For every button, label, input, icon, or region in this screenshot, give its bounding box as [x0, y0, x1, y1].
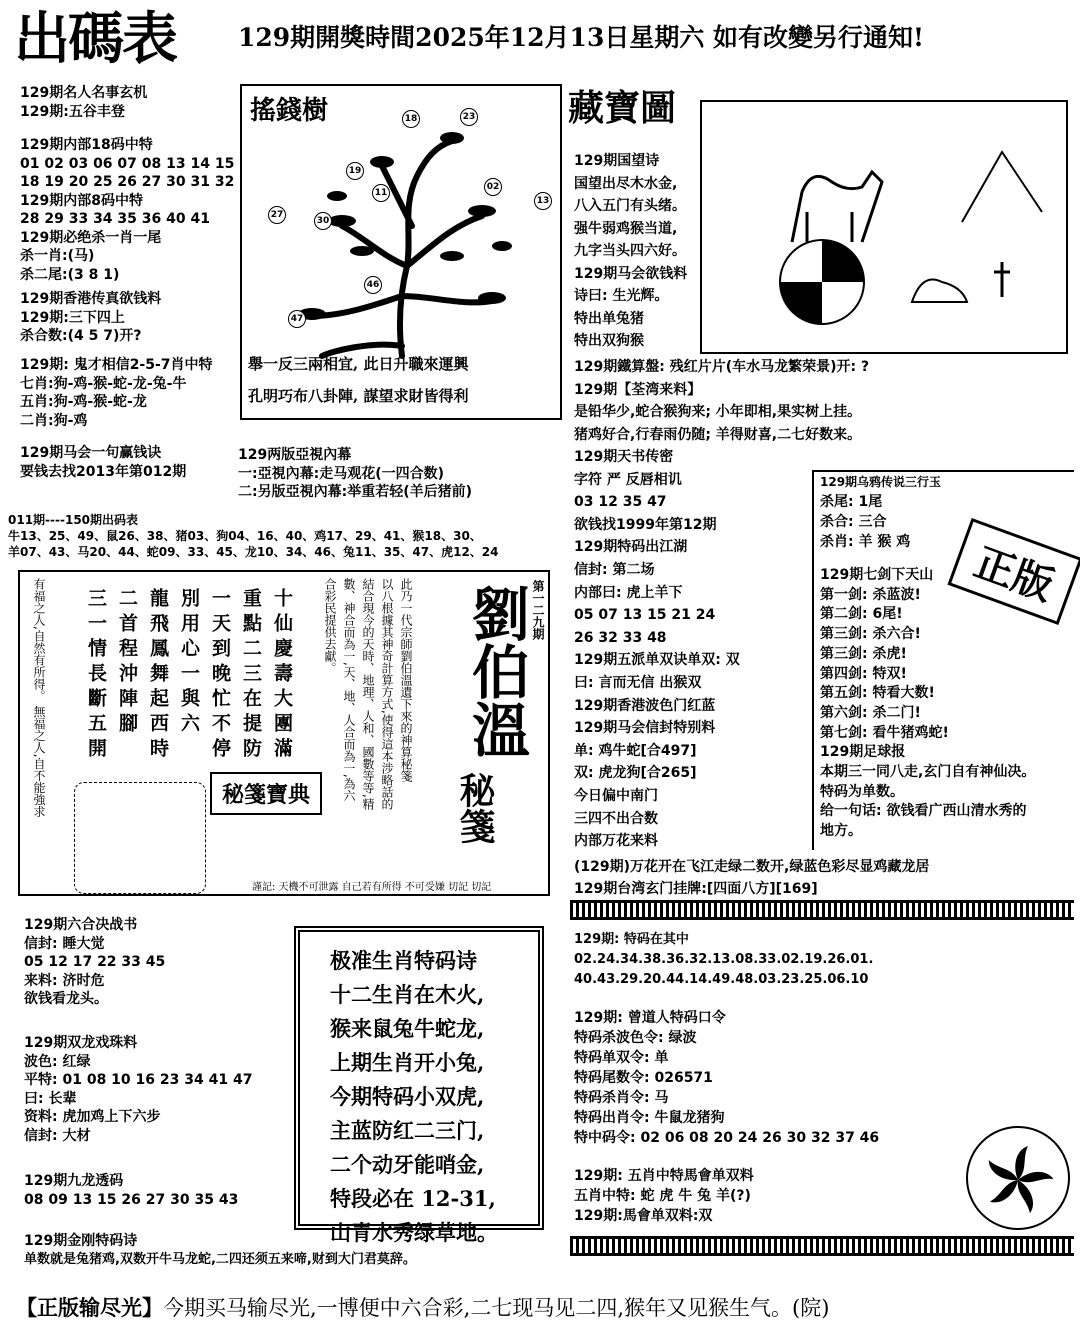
text-line: 要钱去找2013年第012期: [20, 463, 187, 480]
draw-notice: 129期開獎時間2025年12月13日星期六 如有改變另行通知!: [238, 23, 925, 52]
guowang-block: [574, 150, 687, 353]
text-line: 国望出尽木水金,: [574, 175, 678, 192]
text-line: 特码杀肖令: 马: [574, 1090, 669, 1106]
text-line: 特码单双令: 单: [574, 1050, 669, 1066]
number-tag: 30: [314, 212, 332, 230]
text-line: 特码为单数。: [820, 783, 904, 800]
text-line: 双: 虎龙狗[合265]: [574, 765, 697, 782]
left-vertical-text: [28, 578, 50, 878]
text-line: 猪鸡好合,行春雨仍随; 羊得财喜,二七好数来。: [574, 426, 862, 443]
zodiac-poem-box: [294, 926, 544, 1245]
text-line: 02.24.34.38.36.32.13.08.33.02.19.26.01.: [574, 952, 874, 967]
text-line: 129期台湾玄门挂牌:[四面八方][169]: [574, 881, 818, 897]
text-line: 今日偏中南门: [574, 787, 658, 804]
text-line: 129期乌鸦传说三行玉: [820, 475, 942, 489]
text-line: 129期内部18码中特: [20, 137, 153, 153]
text-line: 给一句话: 欲钱看广西山清水秀的: [820, 803, 1027, 820]
text-line: 129期金刚特码诗: [24, 1233, 138, 1249]
text-line: 第三剑: 杀六合!: [820, 626, 921, 643]
tianshu-block: [574, 446, 740, 853]
text-col: 有福之人,自然有所得。: [32, 578, 46, 702]
story-columns: [320, 578, 415, 810]
number-tag: 46: [364, 276, 382, 294]
text-line: 05 07 13 15 21 24: [574, 607, 716, 624]
table-row: 牛13、25、49、鼠26、38、猪03、狗04、16、40、鸡17、29、41、猴18、30、: [8, 529, 482, 543]
shuanglong-block: [24, 1034, 252, 1145]
poem-line: 二个动牙能哨金,: [330, 1152, 485, 1177]
number-tag: 47: [288, 310, 306, 328]
text-line: 26 32 33 48: [574, 629, 667, 646]
text-line: 杀二尾:(3 8 1): [20, 266, 120, 283]
text-line: 八入五门有头绪。: [574, 198, 686, 214]
poem-line: 特段必在 12-31,: [330, 1186, 496, 1211]
cangbao-panel: [700, 100, 1068, 354]
text-line: 05 12 17 22 33 45: [24, 954, 166, 970]
text-line: 特码出肖令: 牛鼠龙猪狗: [574, 1110, 725, 1126]
text-line: 五肖:狗-鸡-猴-蛇-龙: [20, 394, 147, 410]
jingang-block: [24, 1232, 416, 1269]
poem-col: 二首程沖陣腳: [116, 588, 138, 738]
mingren-block: [20, 84, 147, 121]
text-line: 是铅华少,蛇合猴狗来; 小年即相,果实树上挂。: [574, 404, 862, 420]
number-tag: 23: [460, 108, 478, 126]
mahui-block: [20, 444, 186, 481]
text-line: 129期鐵算盤: 残红片片(车水马龙繁荣景)开: ?: [574, 359, 870, 375]
wuji-block: [820, 472, 941, 552]
text-line: 杀合数:(4 5 7)开?: [20, 328, 142, 344]
text-line: 单数就是兔猪鸡,双数开牛马龙蛇,二四还须五来啼,财到大门君莫辞。: [24, 1251, 416, 1267]
tiesuan-block: [574, 356, 869, 446]
text-line: 129期香港波色门红蓝: [574, 697, 716, 714]
text-line: 129期内部8码中特: [20, 192, 143, 209]
text-line: 第二剑: 6尾!: [820, 606, 903, 623]
text-line: 129期马会一句赢钱诀: [20, 445, 162, 461]
table-title: 011期----150期出码表: [8, 513, 139, 527]
text-line: 平特: 01 08 10 16 23 34 41 47: [24, 1072, 253, 1088]
text-line: 18 19 20 25 26 27 30 31 32: [20, 174, 235, 190]
number-tag: 11: [372, 184, 390, 202]
text-line: 第六剑: 杀二门!: [820, 704, 921, 721]
code-table: [8, 512, 499, 560]
yashi-block: [238, 446, 472, 502]
wanhua-block: [574, 856, 929, 900]
camel-ball-illustration: [712, 112, 1058, 346]
text-line: 特中码令: 02 06 08 20 24 26 30 32 37 46: [574, 1130, 880, 1146]
text-line: 第一剑: 杀蓝波!: [820, 586, 921, 603]
text-line: 地方。: [820, 823, 862, 840]
text-line: 129期: 鬼才相信2-5-7肖中特: [20, 357, 213, 373]
text-line: 曰: 长辈: [24, 1090, 77, 1107]
text-col: 此乃一代宗師劉伯溫遺下來的神算秘箋: [399, 578, 413, 782]
qijian-block: [820, 566, 1035, 842]
guicai-block: [20, 356, 213, 430]
text-line: 第四剑: 特双!: [820, 665, 907, 682]
text-line: 信封: 睡大觉: [24, 935, 105, 952]
text-line: 129期马会信封特别料: [574, 720, 716, 737]
poem-line: 上期生肖开小兔,: [330, 1050, 485, 1075]
liuhe-block: [24, 916, 165, 1009]
poem-col: 重點二三在提防: [240, 588, 262, 763]
text-line: 129期: 特码在其中: [574, 932, 689, 947]
liubowen-panel: [18, 570, 550, 896]
text-col: 無福之人,自不能強求: [32, 705, 46, 818]
text-line: 129期七剑下天山: [820, 567, 934, 583]
text-line: 信封: 大材: [24, 1127, 91, 1144]
text-line: 129期:馬會单双料:双: [574, 1208, 713, 1224]
zhengban-badge: 正版: [947, 518, 1080, 625]
text-line: 129期六合决战书: [24, 917, 138, 933]
text-col: 數、神合而為一,天、地、人合而為一,為六: [342, 578, 356, 802]
poem-line: 主蓝防红二三门,: [330, 1118, 485, 1143]
text-line: 129期足球报: [820, 744, 906, 761]
bauhinia-emblem: [966, 1126, 1070, 1230]
text-line: 资料: 虎加鸡上下六步: [24, 1109, 161, 1125]
text-line: 40.43.29.20.44.14.49.48.03.23.25.06.10: [574, 972, 869, 987]
page-title: 出碼表: [14, 6, 176, 72]
text-line: 欲钱找1999年第12期: [574, 516, 717, 533]
footer-tag: 【正版输尽光】: [16, 1295, 163, 1320]
text-line: 28 29 33 34 35 36 40 41: [20, 211, 210, 227]
text-line: 03 12 35 47: [574, 494, 667, 511]
poem-col: 龍飛鳳舞起西時: [147, 588, 169, 763]
text-line: 九字当头四六好。: [574, 243, 686, 259]
text-line: 诗曰: 生光辉。: [574, 288, 669, 304]
text-line: 二肖:狗-鸡: [20, 412, 88, 429]
yaoqian-tree-panel: [240, 84, 562, 420]
text-line: 第七剑: 看牛猪鸡蛇!: [820, 724, 949, 741]
ornament-border: [570, 1236, 1074, 1256]
issue-label: 第一二九期: [531, 580, 545, 640]
yaoqian-title: 搖錢樹: [250, 96, 329, 126]
stamp: 秘箋寶典: [210, 772, 322, 815]
wuxiao-block: [574, 1166, 754, 1226]
text-line: 杀尾: 1尾: [820, 494, 883, 510]
text-line: 129期天书传密: [574, 449, 674, 465]
text-line: 129期【荃湾来料】: [574, 381, 702, 398]
text-line: 信封: 第二场: [574, 561, 655, 578]
text-line: 七肖:狗-鸡-猴-蛇-龙-兔-牛: [20, 375, 187, 392]
poem-col: 三一情長斷五開: [85, 588, 107, 763]
text-line: 字符 严 反唇相讥: [574, 471, 682, 488]
number-tag: 27: [268, 206, 286, 224]
text-line: 129期: 五肖中特馬會单双料: [574, 1168, 754, 1184]
text-line: 来料: 济时危: [24, 972, 105, 989]
compass-graphic: [74, 782, 206, 894]
text-line: 129期特码出江湖: [574, 539, 688, 556]
text-line: 129两版亞視內幕: [238, 447, 352, 463]
number-tag: 02: [484, 178, 502, 196]
number-tag: 13: [534, 192, 552, 210]
poem-line: 今期特码小双虎,: [330, 1084, 485, 1109]
bauhinia-flower-icon: [968, 1128, 1068, 1228]
text-line: 129期: 曾道人特码口令: [574, 1010, 726, 1026]
text-line: 129期九龙透码: [24, 1173, 124, 1189]
neibu-block: [20, 136, 234, 284]
text-line: 内部万花来料: [574, 833, 658, 850]
number-tag: 19: [346, 162, 364, 180]
number-tag: 18: [402, 110, 420, 128]
poem-col: 別用心一與六: [178, 588, 200, 738]
text-line: 特码杀波色令: 绿波: [574, 1030, 697, 1046]
text-col: 結合現今的天時、地理、人和、國數等等,精: [361, 578, 375, 810]
text-col: 合彩民提供去獻。: [323, 578, 337, 674]
text-col: 以八根據其神奇計算方式,使得這本涉略話的: [380, 578, 394, 810]
poem-col: 十仙慶壽大團滿: [271, 588, 293, 763]
text-line: 杀肖: 羊 猴 鸡: [820, 534, 911, 550]
text-line: 08 09 13 15 26 27 30 35 43: [24, 1191, 239, 1208]
text-line: 杀一肖:(马): [20, 248, 95, 264]
qijian-panel: [812, 470, 1074, 850]
text-line: 第三剑: 杀虎!: [820, 645, 907, 662]
text-line: 三四不出合数: [574, 810, 658, 827]
poem-col: 一天到晚忙不停: [209, 588, 231, 763]
text-line: 129期香港传真欲钱料: [20, 291, 162, 307]
text-line: 特码尾数令: 026571: [574, 1070, 713, 1086]
text-line: 五肖中特: 蛇 虎 牛 兔 羊(?): [574, 1188, 751, 1204]
text-line: 01 02 03 06 07 08 13 14 15: [20, 155, 235, 172]
poem-line: 孔明巧布八卦陣, 謀望求財皆得利: [248, 387, 469, 405]
text-line: 129期国望诗: [574, 153, 660, 169]
liubowen-title: 劉伯溫: [462, 584, 530, 758]
footer-text: 今期买马输尽光,一博便中六合彩,二七现马见二四,猴年又见猴生气。(院): [163, 1296, 830, 1320]
cangbao-title: 藏寶圖: [568, 87, 677, 129]
text-line: 129期五派单双诀单双: 双: [574, 652, 740, 669]
text-line: 本期三一同八走,玄门自有神仙决。: [820, 764, 1036, 781]
text-line: 一:亞視內幕:走马观花(一四合数): [238, 465, 444, 482]
yaoqian-poem: [248, 348, 468, 412]
text-line: 特出单兔猪: [574, 310, 644, 327]
text-line: 129期马会欲钱料: [574, 265, 688, 282]
tema-block: [574, 930, 873, 990]
jiulong-block: [24, 1172, 238, 1209]
poem-line: 极准生肖特码诗: [330, 948, 477, 973]
text-line: 波色: 红绿: [24, 1053, 91, 1070]
text-line: 129期双龙戏珠料: [24, 1035, 138, 1051]
text-line: 特出双狗猴: [574, 333, 644, 349]
xianggang-block: [20, 290, 161, 346]
liubowen-footer: 謹記: 天機不可泄露 自己若有所得 不可受嫌 切記 切記: [252, 882, 492, 893]
ornament-border: [570, 900, 1074, 920]
footer-line: [16, 1292, 829, 1324]
table-row: 羊07、43、马20、44、蛇09、33、45、龙10、34、46、兔11、35、47、虎12、24: [8, 545, 499, 559]
mijian-title: 秘箋: [454, 772, 496, 844]
text-line: 129期:五谷丰登: [20, 103, 125, 120]
text-line: 内部曰: 虎上羊下: [574, 584, 683, 601]
text-line: 第五剑: 特看大数!: [820, 685, 935, 702]
jiren-block: [574, 1008, 879, 1148]
text-line: 单: 鸡牛蛇[合497]: [574, 742, 697, 759]
poem-line: 十二生肖在木火,: [330, 982, 485, 1007]
poem-line: 山青水秀绿草地。: [330, 1220, 498, 1245]
text-line: 曰: 言而无信 出猴双: [574, 674, 702, 691]
text-line: 129期名人名事玄机: [20, 85, 148, 101]
text-line: 二:另版亞視內幕:举重若轻(羊后猪前): [238, 484, 472, 500]
text-line: 强牛弱鸡猴当道,: [574, 220, 678, 237]
text-line: 129期:三下四上: [20, 309, 125, 326]
text-line: 杀合: 三合: [820, 514, 887, 530]
text-line: 129期必绝杀一肖一尾: [20, 229, 162, 246]
poem-line: 舉一反三兩相宜, 此日升職來運興: [248, 355, 469, 373]
text-line: 欲钱看龙头。: [24, 991, 108, 1007]
poem-columns: [80, 588, 297, 778]
text-line: (129期)万花开在飞江走绿二数开,绿蓝色彩尽显鸡藏龙居: [574, 859, 930, 875]
poem-line: 猴来鼠兔牛蛇龙,: [330, 1016, 485, 1041]
